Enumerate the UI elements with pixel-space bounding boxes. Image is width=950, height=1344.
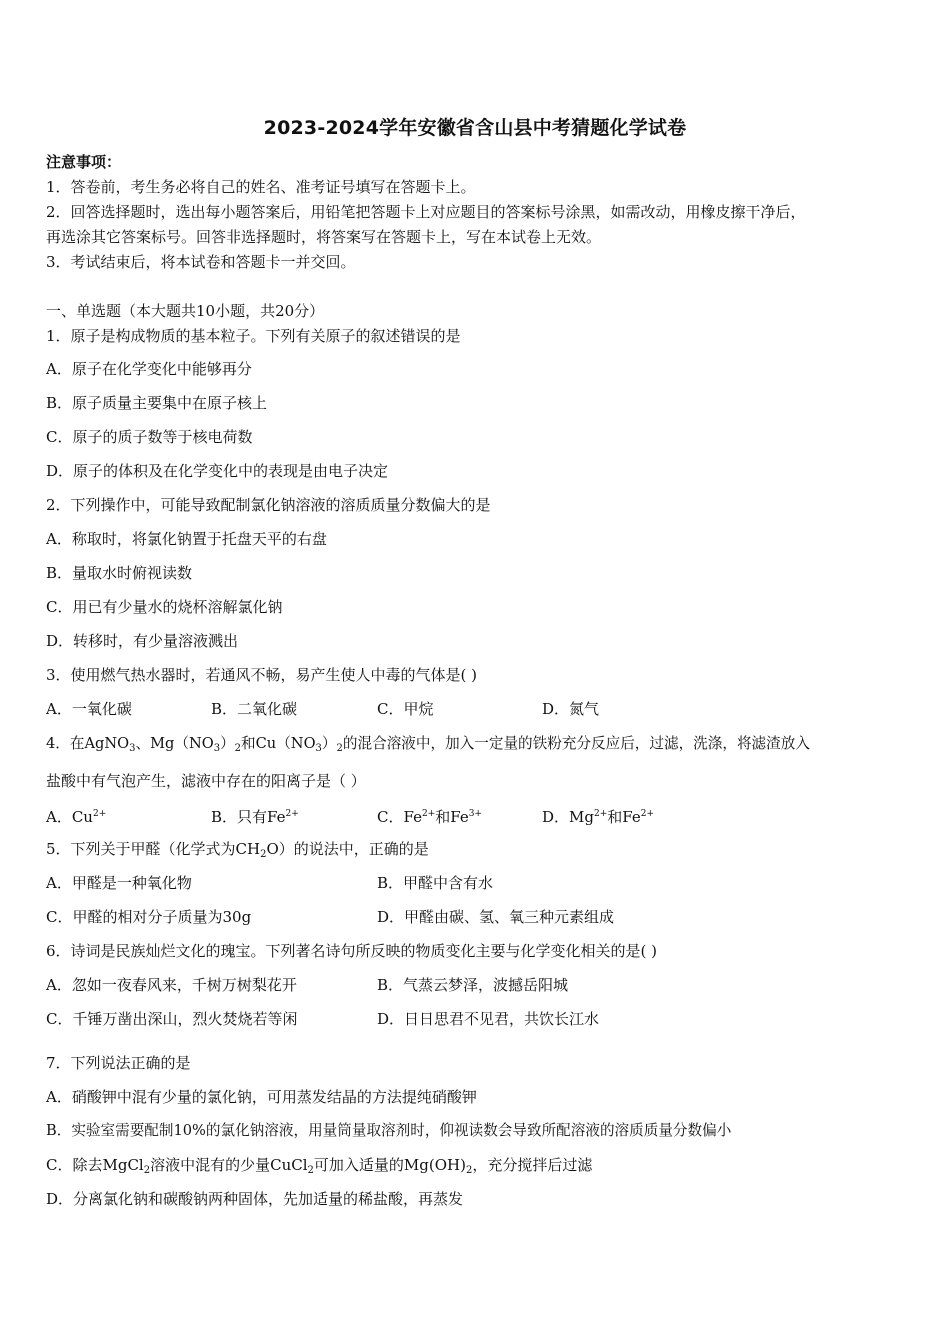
- option-text: 溶液中混有的少量CuCl: [150, 1156, 308, 1174]
- question-6-option-b: B．气蒸云梦泽，波撼岳阳城: [377, 976, 569, 994]
- subscript: 3: [129, 743, 136, 754]
- question-4-option-a: [46, 804, 106, 827]
- question-5-option-d: D．甲醛由碳、氢、氧三种元素组成: [377, 908, 615, 926]
- question-4-stem-part: ）: [321, 735, 337, 752]
- question-6-stem: 6．诗词是民族灿烂文化的瑰宝。下列著名诗句所反映的物质变化主要与化学变化相关的是( ): [46, 942, 658, 960]
- subscript: 2: [336, 743, 343, 754]
- question-4-stem-part: 的混合溶液中，加入一定量的铁粉充分反应后，过滤，洗涤，将滤渣放入: [342, 735, 810, 752]
- question-2-option-a: A．称取时，将氯化钠置于托盘天平的右盘: [46, 530, 327, 548]
- notice-item: 2．回答选择题时，选出每小题答案后，用铅笔把答题卡上对应题目的答案标号涂黑，如需改动，用橡皮擦干净后，: [46, 203, 806, 221]
- section-heading: 一、单选题（本大题共10小题，共20分）: [46, 302, 325, 320]
- question-2-option-b: B．量取水时俯视读数: [46, 564, 193, 582]
- question-2-option-c: C．用已有少量水的烧杯溶解氯化钠: [46, 598, 283, 616]
- question-5-stem-part: O）的说法中，正确的是: [266, 840, 429, 858]
- option-text: B．只有Fe: [211, 808, 286, 826]
- notice-item: 3．考试结束后，将本试卷和答题卡一并交回。: [46, 253, 356, 271]
- question-5-option-b: B．甲醛中含有水: [377, 874, 494, 892]
- question-4-option-d: [542, 804, 654, 827]
- superscript: 2+: [421, 809, 436, 819]
- subscript: 2: [234, 743, 242, 754]
- question-1-option-c: C．原子的质子数等于核电荷数: [46, 428, 253, 446]
- question-4-option-b: [211, 804, 299, 827]
- notice-item: 1．答卷前，考生务必将自己的姓名、准考证号填写在答题卡上。: [46, 178, 476, 196]
- option-text: C．除去MgCl: [46, 1156, 144, 1174]
- subscript: 2: [307, 1165, 314, 1176]
- option-text: A．Cu: [46, 808, 93, 826]
- option-text: C．Fe: [377, 808, 422, 826]
- question-6-option-a: A．忽如一夜春风来，千树万树梨花开: [46, 976, 297, 994]
- question-1-stem: 1．原子是构成物质的基本粒子。下列有关原子的叙述错误的是: [46, 327, 461, 345]
- question-3-option-c: C．甲烷: [377, 700, 434, 718]
- subscript: 2: [260, 849, 267, 860]
- subscript: 3: [213, 743, 221, 754]
- page-title: 2023-2024学年安徽省含山县中考猜题化学试卷: [263, 117, 687, 139]
- question-7-option-b: B．实验室需要配制10%的氯化钠溶液，用量筒量取溶剂时，仰视读数会导致所配溶液的溶质质量分数偏小: [46, 1122, 732, 1139]
- question-4-stem-part: ）: [220, 735, 235, 752]
- question-2-option-d: D．转移时，有少量溶液溅出: [46, 632, 239, 650]
- option-text: D．Mg: [542, 808, 594, 826]
- question-3-option-b: B．二氧化碳: [211, 700, 298, 718]
- subscript: 3: [315, 743, 322, 754]
- superscript: 2+: [285, 809, 299, 819]
- question-7-stem: 7．下列说法正确的是: [46, 1054, 191, 1072]
- question-5-option-c: C．甲醛的相对分子质量为30g: [46, 908, 252, 926]
- question-6-option-d: D．日日思君不见君，共饮长江水: [377, 1010, 600, 1028]
- superscript: 2+: [594, 809, 608, 819]
- question-1-option-d: D．原子的体积及在化学变化中的表现是由电子决定: [46, 462, 389, 480]
- option-text: 和Fe: [607, 808, 641, 826]
- subscript: 2: [465, 1165, 473, 1176]
- question-5-option-a: A．甲醛是一种氧化物: [46, 874, 192, 892]
- question-7-option-a: A．硝酸钾中混有少量的氯化钠，可用蒸发结晶的方法提纯硝酸钾: [46, 1088, 477, 1106]
- question-3-option-a: A．一氧化碳: [46, 700, 132, 718]
- question-5-stem-part: 5．下列关于甲醛（化学式为CH: [46, 840, 261, 858]
- superscript: 2+: [640, 809, 655, 819]
- question-4-stem-part: 、Mg（NO: [135, 735, 214, 752]
- question-4-option-c: [377, 804, 482, 827]
- superscript: 3+: [468, 809, 482, 819]
- question-5-stem: [46, 839, 429, 865]
- question-4-stem-part: 和Cu（NO: [241, 735, 316, 752]
- question-4-stem: [46, 734, 810, 759]
- question-1-option-a: A．原子在化学变化中能够再分: [46, 360, 252, 378]
- notice-item: 再选涂其它答案标号。回答非选择题时，将答案写在答题卡上，写在本试卷上无效。: [46, 228, 602, 246]
- question-4-stem-line2: 盐酸中有气泡产生，滤液中存在的阳离子是（ ）: [46, 772, 366, 790]
- option-text: ，充分搅拌后过滤: [472, 1156, 593, 1174]
- question-6-option-c: C．千锤万凿出深山，烈火焚烧若等闲: [46, 1010, 298, 1028]
- notice-heading: 注意事项：: [46, 153, 122, 171]
- option-text: 可加入适量的Mg(OH): [313, 1156, 466, 1174]
- question-7-option-d: D．分离氯化钠和碳酸钠两种固体，先加适量的稀盐酸，再蒸发: [46, 1190, 464, 1208]
- question-1-option-b: B．原子质量主要集中在原子核上: [46, 394, 268, 412]
- question-3-stem: 3．使用燃气热水器时，若通风不畅，易产生使人中毒的气体是( ): [46, 666, 478, 684]
- question-3-option-d: D．氮气: [542, 700, 600, 718]
- subscript: 2: [143, 1165, 151, 1176]
- question-2-stem: 2．下列操作中，可能导致配制氯化钠溶液的溶质质量分数偏大的是: [46, 496, 491, 514]
- question-7-option-c: [46, 1155, 592, 1181]
- question-4-stem-part: 4．在AgNO: [46, 735, 130, 752]
- superscript: 2+: [92, 809, 107, 819]
- option-text: 和Fe: [435, 808, 469, 826]
